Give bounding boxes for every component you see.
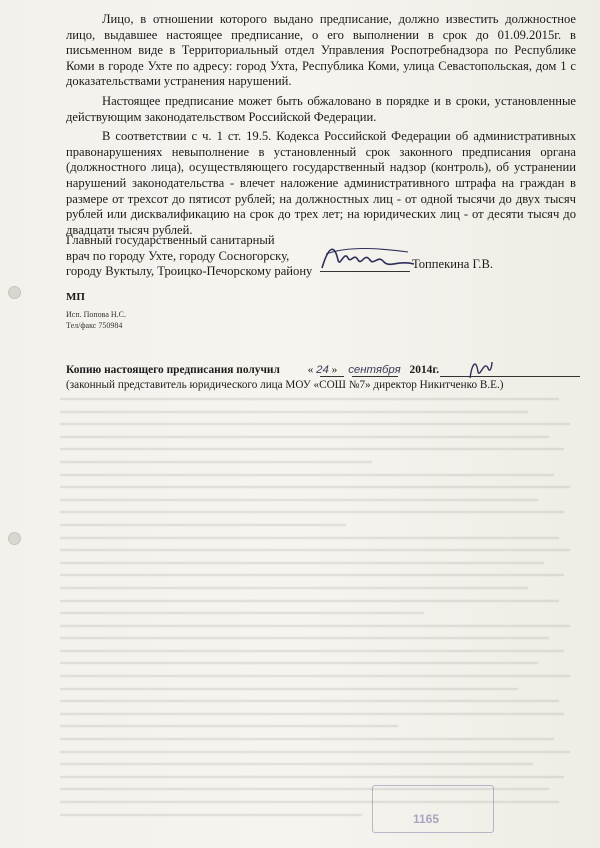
bleed-through-text (60, 398, 580, 828)
signer-title-line: Главный государственный санитарный (66, 233, 275, 247)
copy-received-label: Копию настоящего предписания получил (66, 364, 280, 376)
signature-line (320, 271, 410, 272)
date-underline (352, 376, 398, 377)
copy-year: 2014г. (409, 364, 440, 376)
copy-day: 24 (316, 364, 329, 376)
copy-received-line (66, 363, 586, 377)
signer-title (66, 233, 326, 280)
signer-name: Топпекина Г.В. (412, 257, 494, 271)
punch-hole (8, 532, 21, 545)
date-quote-open: « (307, 364, 314, 376)
seal-place-label: МП (66, 291, 85, 303)
signer-title-line: врач по городу Ухте, городу Сосногорску, (66, 248, 290, 263)
executor-info (66, 309, 126, 331)
registration-stamp (372, 785, 494, 833)
date-underline (320, 376, 344, 377)
stamp-number: 1165 (413, 812, 440, 826)
punch-hole (8, 286, 21, 299)
paragraph-penalty: В соответствии с ч. 1 ст. 19.5. Кодекса Российской Федерации об административных правонарушениях невыполнение в установленный срок законного предписания органа (должностного лица), осуществляющего государственный надзор (контроль), об устранении нарушений законодательства - влечет наложение административного штрафа на граждан в размере от трехсот до пятисот рублей; на должностных лиц - от одной тысячи до двух тысяч рублей или дисквалификацию на срок до трех лет; на юридических лиц - от десяти тысяч до двадцати тысяч рублей. (66, 129, 576, 237)
signer-title-line: городу Вуктылу, Троицко-Печорскому району (66, 264, 313, 279)
body-text (66, 12, 576, 242)
paragraph-deadline: Лицо, в отношении которого выдано предписание, должно известить должностное лицо, выдавшее настоящее предписание, о его выполнении в срок до 01.09.2015г. в письменном виде в Территориальный отдел Управления Роспотребнадзора по Республике Коми в городе Ухте по адресу: город Ухта, Республика Коми, улица Севастопольская, дом 1 с доказательствами устранения нарушений. (66, 12, 576, 89)
copy-month: сентября (348, 364, 401, 376)
date-quote-close: » (331, 364, 338, 376)
copy-recipient-note: (законный представитель юридического лица МОУ «СОШ №7» директор Никитченко В.Е.) (66, 379, 504, 391)
paragraph-appeal: Настоящее предписание может быть обжаловано в порядке и в сроки, установленные действующим законодательством Российской Федерации. (66, 93, 576, 124)
handwritten-signature (318, 238, 418, 278)
executor-phone: Тел/факс 750984 (66, 321, 123, 330)
signature-underline (440, 376, 580, 377)
executor-name: Исп. Попова Н.С. (66, 310, 127, 319)
